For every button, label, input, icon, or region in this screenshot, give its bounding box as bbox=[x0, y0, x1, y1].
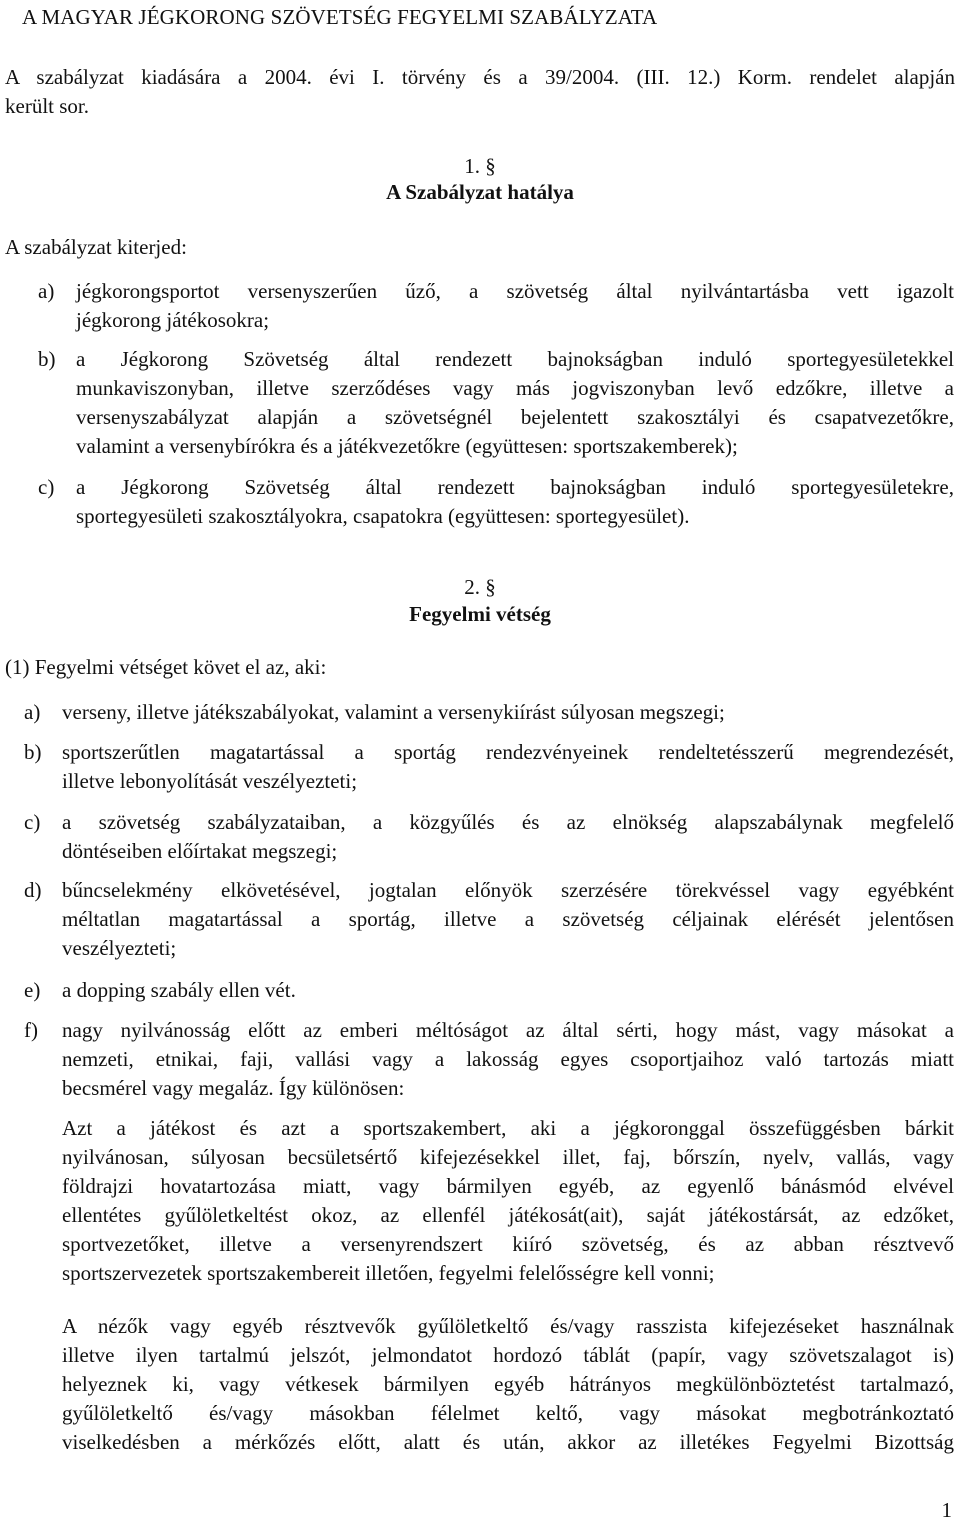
body-paragraph bbox=[62, 1312, 954, 1457]
section-1-number: 1. § bbox=[464, 154, 496, 178]
text-line: bűncselekmény elkövetésével, jogtalan előnyök szerzésére törekvéssel vagy egyébként bbox=[62, 878, 954, 902]
section-1-lead: A szabályzat kiterjed: bbox=[5, 235, 187, 259]
text-line: illetve lebonyolítását veszélyezteti; bbox=[62, 769, 358, 793]
list-item-label: a) bbox=[38, 279, 55, 303]
text-line: jégkorongsportot versenyszerűen űző, a szövetség által nyilvántartásba vett igazolt bbox=[76, 279, 954, 303]
section-2-number: 2. § bbox=[464, 575, 496, 599]
text-line: becsmérel vagy megaláz. Így különösen: bbox=[62, 1076, 405, 1100]
list-item-text bbox=[62, 876, 954, 963]
section-2-lead: (1) Fegyelmi vétséget követ el az, aki: bbox=[5, 655, 327, 679]
text-line: helyeznek ki, vagy vétkesek bármilyen egyéb hátrányos megkülönböztetést tartalmazó, bbox=[62, 1372, 954, 1396]
text-line: nemzeti, etnikai, faji, vallási vagy a lakosság egyes csoportjaihoz való tartozás miatt bbox=[62, 1047, 954, 1071]
list-item-text bbox=[62, 976, 954, 1005]
section-1-title: A Szabályzat hatálya bbox=[386, 180, 574, 204]
body-paragraph bbox=[62, 1114, 954, 1288]
text-line: valamint a versenybírókra és a játékvezetőkre (együttesen: sportszakemberek); bbox=[76, 434, 738, 458]
text-line: jégkorong játékosokra; bbox=[76, 308, 270, 332]
text-line: versenyszabályzat alapján a szövetségnél bejelentett szakosztályi és csapatvezetőkre, bbox=[76, 405, 954, 429]
text-line: nagy nyilvánosság előtt az emberi méltóságot az által sérti, hogy mást, vagy másokat a bbox=[62, 1018, 954, 1042]
list-item-text bbox=[76, 277, 954, 335]
text-line: döntéseiben előírtakat megszegi; bbox=[62, 839, 338, 863]
text-line: veszélyezteti; bbox=[62, 936, 177, 960]
list-item-label: c) bbox=[24, 810, 41, 834]
list-item-label: b) bbox=[38, 347, 56, 371]
text-line: nyilvánosan, súlyosan becsületsértő kifejezésekkel illet, faj, bőrszín, nyelv, vallás, vagy bbox=[62, 1145, 954, 1169]
text-line: a dopping szabály ellen vét. bbox=[62, 978, 296, 1002]
text-line: sportvezetőket, illetve a versenyrendszert kiíró szövetség, és az abban résztvevő bbox=[62, 1232, 954, 1256]
list-item-label: c) bbox=[38, 475, 55, 499]
text-line: verseny, illetve játékszabályokat, valamint a versenykiírást súlyosan megszegi; bbox=[62, 700, 725, 724]
list-item-text bbox=[62, 1016, 954, 1103]
text-line: gyűlöletkeltő és/vagy másokban félelmet keltő, vagy másokat megbotránkoztató bbox=[62, 1401, 954, 1425]
text-line: sportszerűtlen magatartással a sportág rendezvényeinek rendeltetésszerű megrendezését, bbox=[62, 740, 954, 764]
intro-line: A szabályzat kiadására a 2004. évi I. törvény és a 39/2004. (III. 12.) Korm. rendelet alapján bbox=[5, 65, 955, 89]
intro-line: került sor. bbox=[5, 94, 89, 118]
text-line: ellentétes gyűlöletkeltést okoz, az ellenfél játékosát(ait), saját játékostársát, az edzőket, bbox=[62, 1203, 954, 1227]
text-line: a Jégkorong Szövetség által rendezett bajnokságban induló sportegyesületekre, bbox=[76, 475, 954, 499]
section-2-title: Fegyelmi vétség bbox=[409, 602, 551, 626]
list-item-text bbox=[76, 473, 954, 531]
list-item-label: e) bbox=[24, 978, 41, 1002]
text-line: a Jégkorong Szövetség által rendezett bajnokságban induló sportegyesületekkel bbox=[76, 347, 954, 371]
list-item-label: f) bbox=[24, 1018, 38, 1042]
list-item-label: d) bbox=[24, 878, 42, 902]
list-item-text bbox=[76, 345, 954, 461]
document-title: A MAGYAR JÉGKORONG SZÖVETSÉG FEGYELMI SZABÁLYZATA bbox=[22, 5, 658, 29]
text-line: sportegyesületi szakosztályokra, csapatokra (együttesen: sportegyesület). bbox=[76, 504, 690, 528]
list-item-label: b) bbox=[24, 740, 42, 764]
text-line: sportszervezetek sportszakembereit illetően, fegyelmi felelősségre kell vonni; bbox=[62, 1261, 715, 1285]
list-item-text bbox=[62, 738, 954, 796]
list-item-label: a) bbox=[24, 700, 41, 724]
page-number: 1 bbox=[941, 1498, 952, 1522]
text-line: illetve ilyen tartalmú jelszót, jelmondatot hordozó táblát (papír, vagy szövetszalagot is) bbox=[62, 1343, 954, 1367]
text-line: méltatlan magatartással a sportág, illetve a szövetség céljainak elérését jelentősen bbox=[62, 907, 954, 931]
list-item-text bbox=[62, 808, 954, 866]
text-line: földrajzi hovatartozása miatt, vagy bármilyen egyéb, az egyenlő bánásmód elvével bbox=[62, 1174, 954, 1198]
intro-paragraph bbox=[5, 63, 955, 121]
list-item-text bbox=[62, 698, 954, 727]
text-line: Azt a játékost és azt a sportszakembert, aki a jégkoronggal összefüggésben bárkit bbox=[62, 1116, 954, 1140]
text-line: viselkedésben a mérkőzés előtt, alatt és után, akkor az illetékes Fegyelmi Bizottság bbox=[62, 1430, 954, 1454]
text-line: a szövetség szabályzataiban, a közgyűlés és az elnökség alapszabálynak megfelelő bbox=[62, 810, 954, 834]
text-line: munkaviszonyban, illetve szerződéses vagy más jogviszonyban levő edzőkre, illetve a bbox=[76, 376, 954, 400]
text-line: A nézők vagy egyéb résztvevők gyűlöletkeltő és/vagy rasszista kifejezéseket használnak bbox=[62, 1314, 954, 1338]
